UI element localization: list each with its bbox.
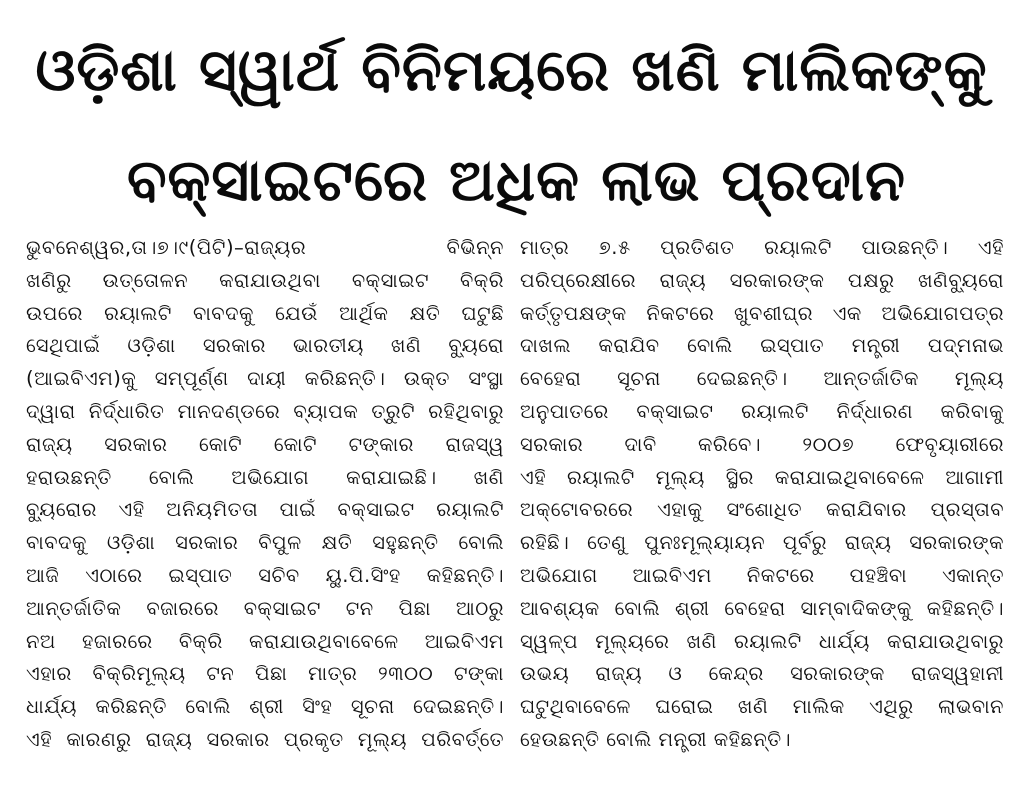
article-line: ରହିଛି। ତେଣୁ ପୁନଃମୂଲ୍ୟାୟନ ପୂର୍ବରୁ ରାଜ୍ୟ ସରକାରଙ୍କ [520, 531, 1004, 555]
article-line: ଭୁବନେଶ୍ୱର,ତା।୭।୯(ପିଟି)–ରାଜ୍ୟର ବିଭିନ୍ନ [26, 236, 504, 259]
article-left-column [26, 232, 504, 757]
article-line: ରାଜ୍ୟ ସରକାର କୋଟି କୋଟି ଟଙ୍କାର ରାଜସ୍ୱ [26, 432, 504, 456]
article-line: ଉପରେ ରୟାଲଟି ବାବଦକୁ ଯେଉଁ ଆର୍ଥିକ କ୍ଷତି ଘଟୁଛି [26, 301, 504, 325]
article-line: (ଆଇବିଏମ)କୁ ସମ୍ପୂର୍ଣ୍ଣ ଦାୟୀ କରିଛନ୍ତି। ଉକ୍ତ ସଂସ୍ଥା [26, 367, 504, 391]
article-line: ବାବଦକୁ ଓଡ଼ିଶା ସରକାର ବିପୁଳ କ୍ଷତି ସହୁଛନ୍ତି ବୋଲି [26, 531, 504, 555]
article-line: ଦ୍ୱାରା ନିର୍ଦ୍ଧାରିତ ମାନଦଣ୍ଡରେ ବ୍ୟାପକ ତ୍ରୁଟି ରହିଥିବାରୁ [26, 399, 504, 423]
article-line: ଏହି ରୟାଲଟି ମୂଲ୍ୟ ସ୍ଥିର କରାଯାଇଥିବାବେଳେ ଆଗାମୀ [520, 465, 1004, 489]
article-line: ସରକାର ଦାବି କରିବେ। ୨୦୦୭ ଫେବୃୟାରୀରେ [520, 432, 1004, 456]
article-line: କର୍ତ୍ତୃପକ୍ଷଙ୍କ ନିକଟରେ ଖୁବଶୀଘ୍ର ଏକ ଅଭିଯୋଗପତ୍ର [520, 301, 1004, 325]
article-line: ଏହି କାରଣରୁ ରାଜ୍ୟ ସରକାର ପ୍ରକୃତ ମୂଲ୍ୟ ପରିବର୍ତ୍ତେ [26, 727, 504, 751]
headline-line-2: ବକ୍ସାଇଟରେ ଅଧିକ ଲାଭ ପ୍ରଦାନ [127, 146, 906, 214]
article-line: ମାତ୍ର ୭.୫ ପ୍ରତିଶତ ରୟାଲଟି ପାଉଛନ୍ତି। ଏହି [520, 236, 1004, 259]
article-line: ଅଭିଯୋଗ ଆଇବିଏମ ନିକଟରେ ପହଞ୍ଚିବା ଏକାନ୍ତ [520, 563, 1004, 587]
article-line: ଅନୁପାତରେ ବକ୍ସାଇଟ ରୟାଲଟି ନିର୍ଦ୍ଧାରଣ କରିବାକୁ [520, 399, 1004, 423]
article-line: ବ୍ୟୁରୋର ଏହି ଅନିୟମିତତା ପାଇଁ ବକ୍ସାଇଟ ରୟାଲଟି [26, 498, 504, 522]
article-line: ବେହେରା ସୂଚନା ଦେଇଛନ୍ତି। ଆନ୍ତର୍ଜାତିକ ମୂଲ୍ୟ [520, 367, 1004, 391]
article-line: ସ୍ୱଳ୍ପ ମୂଲ୍ୟରେ ଖଣି ରୟାଲଟି ଧାର୍ଯ୍ୟ କରାଯାଉଥିବାରୁ [520, 629, 1004, 653]
article-line: ପରିପ୍ରେକ୍ଷୀରେ ରାଜ୍ୟ ସରକାରଙ୍କ ପକ୍ଷରୁ ଖଣିବ୍ୟୁରୋ [520, 268, 1004, 292]
article-line: ଉଭୟ ରାଜ୍ୟ ଓ କେନ୍ଦ୍ର ସରକାରଙ୍କ ରାଜସ୍ୱହାନୀ [520, 662, 1004, 686]
article-line: ଏହାର ବିକ୍ରିମୂଲ୍ୟ ଟନ ପିଛା ମାତ୍ର ୨୩୦୦ ଟଙ୍କା [26, 662, 504, 686]
headline-line-1: ଓଡ଼ିଶା ସ୍ୱାର୍ଥ ବିନିମୟରେ ଖଣି ମାଲିକଙ୍କୁ [35, 36, 988, 104]
article-right-column [520, 232, 1004, 757]
article-line: ଘଟୁଥିବାବେଳେ ଘରୋଇ ଖଣି ମାଲିକ ଏଥିରୁ ଲାଭବାନ [520, 695, 1004, 719]
article-line: ଦାଖଲ କରାଯିବ ବୋଲି ଇସ୍ପାତ ମନ୍ତ୍ରୀ ପଦ୍ମନାଭ [520, 334, 1004, 358]
article-line: ଆନ୍ତର୍ଜାତିକ ବଜାରରେ ବକ୍ସାଇଟ ଟନ ପିଛା ଆଠରୁ [26, 596, 504, 620]
article-line: ଆଜି ଏଠାରେ ଇସ୍ପାତ ସଚିବ ୟୁ.ପି.ସିଂହ କହିଛନ୍ତି। [26, 563, 504, 587]
article-line: ଧାର୍ଯ୍ୟ କରିଛନ୍ତି ବୋଲି ଶ୍ରୀ ସିଂହ ସୂଚନା ଦେଇଛନ୍ତି। [26, 695, 504, 719]
article-line: ହେଉଛନ୍ତି ବୋଲି ମନ୍ତ୍ରୀ କହିଛନ୍ତି। [520, 727, 791, 751]
article-line: ଆବଶ୍ୟକ ବୋଲି ଶ୍ରୀ ବେହେରା ସାମ୍ବାଦିକଙ୍କୁ କହିଛନ୍ତି। [520, 596, 1004, 620]
article-line: ଅକ୍ଟୋବରରେ ଏହାକୁ ସଂଶୋଧିତ କରାଯିବାର ପ୍ରସ୍ତାବ [520, 498, 1004, 522]
article-line: ଖଣିରୁ ଉତ୍ତୋଳନ କରାଯାଉଥିବା ବକ୍ସାଇଟ ବିକ୍ରି [26, 268, 504, 292]
article-line: ସେଥିପାଇଁ ଓଡ଼ିଶା ସରକାର ଭାରତୀୟ ଖଣି ବ୍ୟୁରୋ [26, 334, 504, 358]
article-line: ହରାଉଛନ୍ତି ବୋଲି ଅଭିଯୋଗ କରାଯାଇଛି। ଖଣି [26, 465, 504, 489]
article-line: ନଅ ହଜାରରେ ବିକ୍ରି କରାଯାଉଥିବାବେଳେ ଆଇବିଏମ [26, 629, 504, 653]
